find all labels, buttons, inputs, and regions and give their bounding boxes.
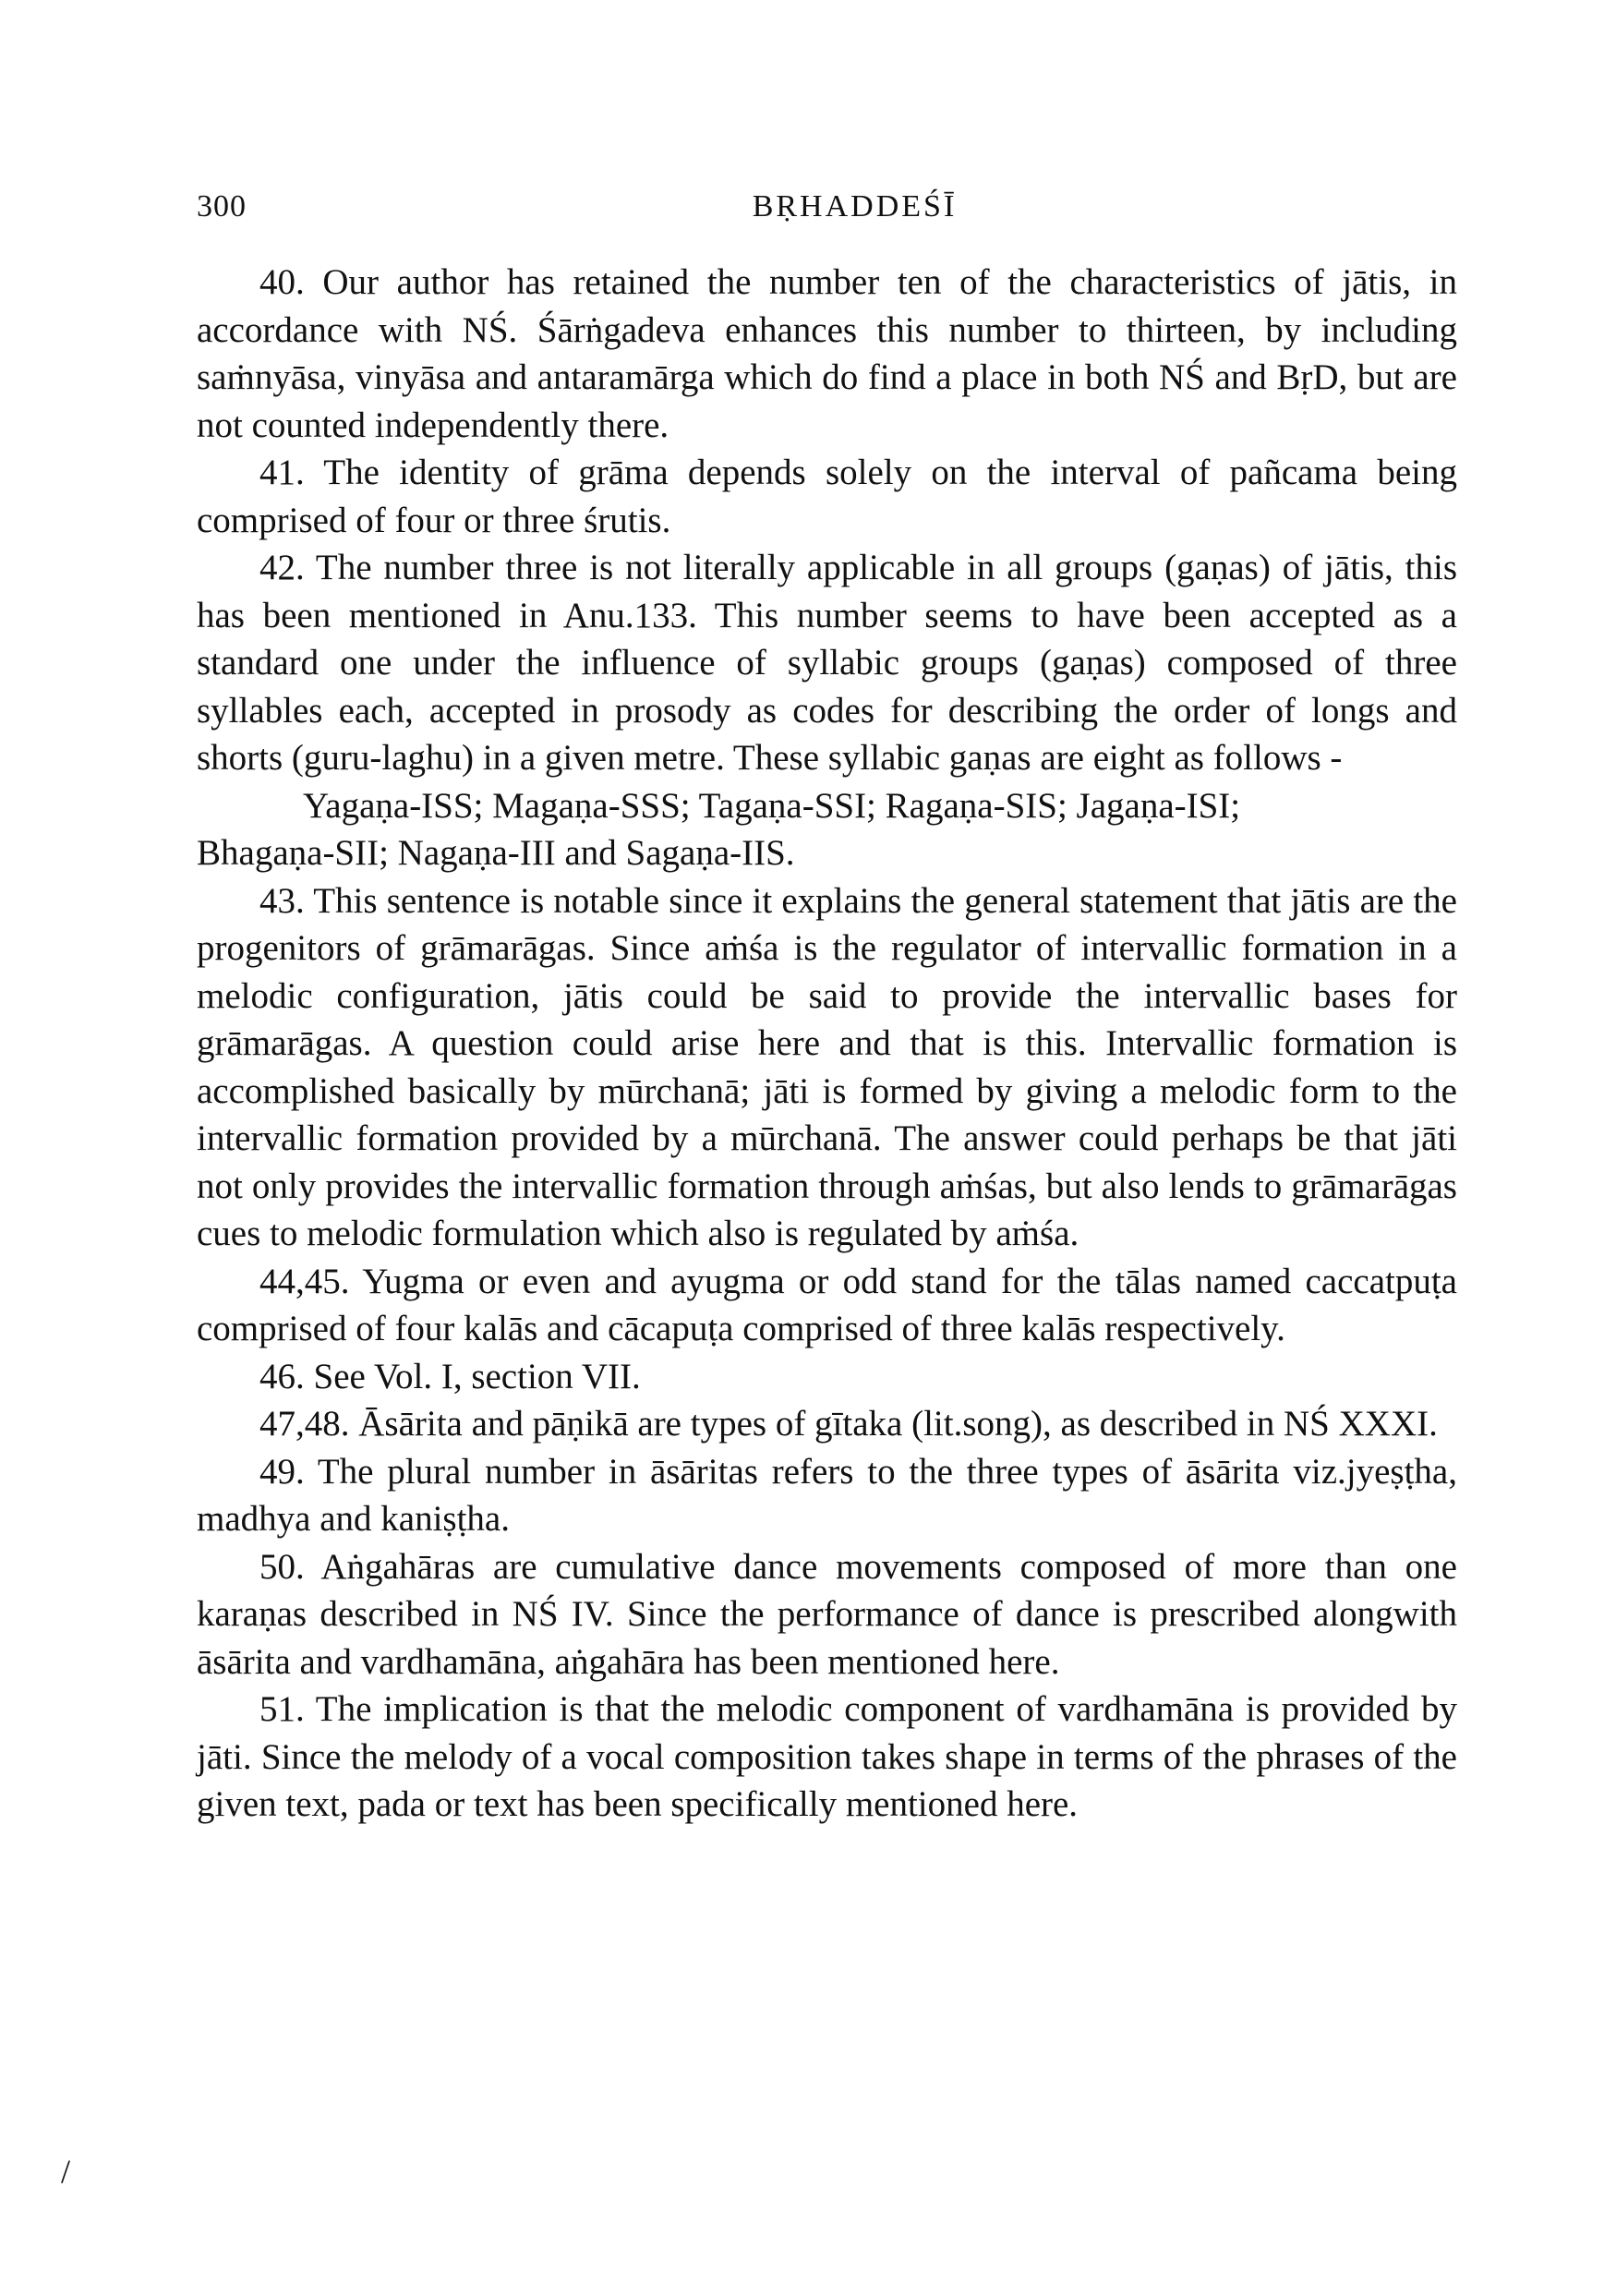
note-51: 51. The implication is that the melodic component of vardhamāna is provided by jāti. Since the melody of a vocal composition takes shape in terms of the phrases of the given text, pada or text has been specifically mentioned here. <box>197 1689 1457 1824</box>
margin-mark: / <box>61 2153 71 2190</box>
note-43: 43. This sentence is notable since it explains the general statement that jātis are the progenitors of grāmarāgas. Since aṁśa is the regulator of intervallic formation in a melodic configuration, jātis could be said to provide the intervallic bases for grāmarāgas. A question could arise here and that is this. Intervallic formation is accomplished basically by mūrchanā; jāti is formed by giving a melodic form to the intervallic formation provided by a mūrchanā. The answer could perhaps be that jāti not only provides the intervallic formation through aṁśas, but also lends to grāmarāgas cues to melodic formulation which also is regulated by aṁśa. <box>197 880 1457 1253</box>
notes-body <box>197 259 1457 1829</box>
note-42: 42. The number three is not literally applicable in all groups (gaṇas) of jātis, this has been mentioned in Anu.133. This number seems to have been accepted as a standard one under the influence of syllabic groups (gaṇas) composed of three syllables each, accepted in prosody as codes for describing the order of longs and shorts (guru-laghu) in a given metre. These syllabic gaṇas are eight as follows - <box>197 548 1457 778</box>
ganas-list-line-2: Bhagaṇa-SII; Nagaṇa-III and Sagaṇa-IIS. <box>197 833 795 873</box>
note-41: 41. The identity of grāma depends solely on the interval of pañcama being comprised of four or three śrutis. <box>197 453 1457 540</box>
note-40: 40. Our author has retained the number ten of the characteristics of jātis, in accordance with NŚ. Śārṅgadeva enhances this number to thirteen, by including saṁnyāsa, vinyāsa and antaramārga which do find a place in both NŚ and BṛD, but are not counted independently there. <box>197 262 1457 445</box>
note-44-45: 44,45. Yugma or even and ayugma or odd stand for the tālas named caccatpuṭa comprised of four kalās and cācapuṭa comprised of three kalās respectively. <box>197 1261 1457 1348</box>
note-50: 50. Aṅgahāras are cumulative dance movements composed of more than one karaṇas described in NŚ IV. Since the performance of dance is prescribed alongwith āsārita and vardhamāna, aṅgahāra has been mentioned here. <box>197 1546 1457 1682</box>
running-title: BṚHADDEŚĪ <box>752 189 958 224</box>
ganas-list-line-1: Yagaṇa-ISS; Magaṇa-SSS; Tagaṇa-SSI; Ragaṇa-SIS; Jagaṇa-ISI; <box>303 785 1241 826</box>
page-number: 300 <box>197 189 247 224</box>
note-47-48: 47,48. Āsārita and pāṇikā are types of gītaka (lit.song), as described in NŚ XXXI. <box>259 1404 1438 1444</box>
note-46: 46. See Vol. I, section VII. <box>259 1356 641 1396</box>
note-49: 49. The plural number in āsāritas refers to the three types of āsārita viz.jyeṣṭha, madhya and kaniṣṭha. <box>197 1451 1457 1539</box>
page-header <box>197 189 1457 245</box>
